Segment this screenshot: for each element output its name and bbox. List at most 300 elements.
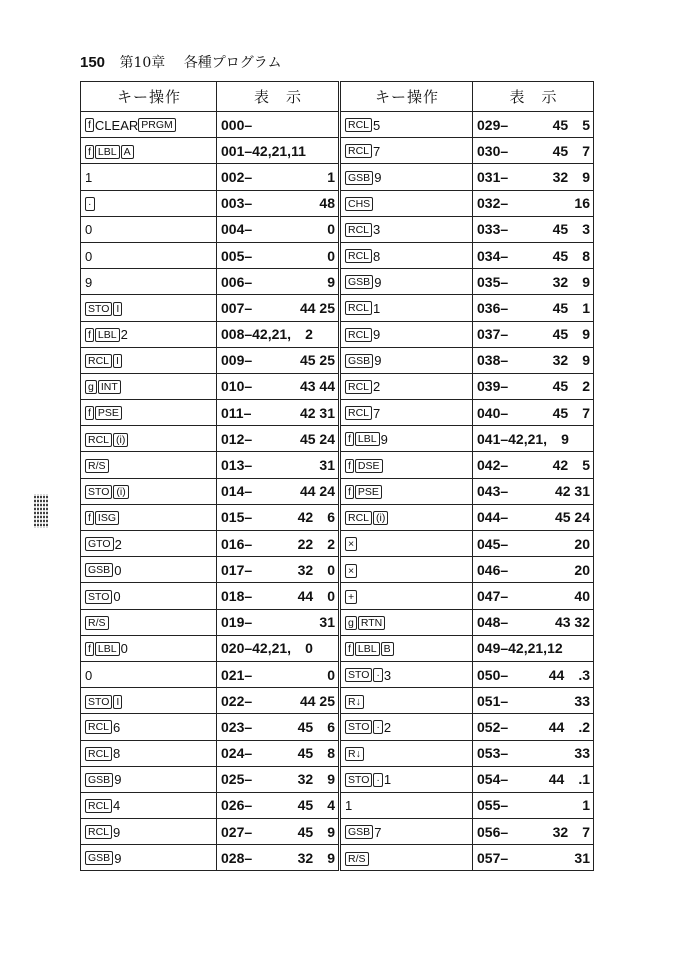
table-body <box>81 112 594 871</box>
key-ops-left <box>81 347 217 373</box>
table-header <box>81 82 594 112</box>
key-code: 32 9 <box>297 771 335 788</box>
display-left <box>217 452 340 478</box>
key-code: 31 <box>319 457 335 474</box>
step-address: 014– <box>221 483 253 500</box>
display-right <box>473 792 594 818</box>
display-left <box>217 635 340 661</box>
key-code: 22 2 <box>297 535 335 552</box>
display-left <box>217 400 340 426</box>
table-row <box>81 400 594 426</box>
table-row <box>81 740 594 766</box>
key-ops-right <box>340 269 473 295</box>
display-left <box>217 531 340 557</box>
key-ops-left <box>81 400 217 426</box>
calculator-key-box: f <box>345 432 354 446</box>
step-address: 008–42,21, 2 <box>221 326 313 343</box>
calculator-key-box: RCL <box>345 406 372 420</box>
step-address: 011– <box>221 404 252 421</box>
display-right <box>473 714 594 740</box>
key-code: 45 9 <box>297 823 335 840</box>
margin-stamp <box>34 494 48 528</box>
table-row <box>81 138 594 164</box>
key-ops-right <box>340 766 473 792</box>
step-address: 038– <box>477 352 509 369</box>
display-right <box>473 766 594 792</box>
header-key-ops-left: キー操作 <box>81 82 217 112</box>
key-ops-left <box>81 661 217 687</box>
calculator-key-box: RCL <box>345 328 372 342</box>
step-address: 041–42,21, 9 <box>477 430 569 447</box>
key-text: 2 <box>114 536 122 552</box>
table-row <box>81 373 594 399</box>
calculator-key-box: GSB <box>345 825 373 839</box>
table-row <box>81 426 594 452</box>
table-row <box>81 792 594 818</box>
step-address: 033– <box>477 221 509 238</box>
key-ops-right <box>340 216 473 242</box>
key-ops-right <box>340 452 473 478</box>
calculator-key-box: RCL <box>345 144 372 158</box>
calculator-key-box: LBL <box>95 328 120 342</box>
calculator-key-box: f <box>345 459 354 473</box>
key-text: 9 <box>374 274 382 290</box>
calculator-key-box: LBL <box>355 432 380 446</box>
key-ops-left <box>81 845 217 871</box>
key-ops-left <box>81 819 217 845</box>
display-right <box>473 321 594 347</box>
key-code: 44 .1 <box>548 771 590 788</box>
key-ops-right <box>340 112 473 138</box>
table-row <box>81 766 594 792</box>
key-code: 32 7 <box>552 823 590 840</box>
display-left <box>217 740 340 766</box>
calculator-key-box: LBL <box>95 642 120 656</box>
key-code: 45 24 <box>299 430 335 447</box>
key-code: 44 .2 <box>548 718 590 735</box>
display-left <box>217 321 340 347</box>
key-text: 9 <box>114 772 122 788</box>
key-ops-left <box>81 164 217 190</box>
table-row <box>81 452 594 478</box>
key-ops-right <box>340 373 473 399</box>
step-address: 018– <box>221 587 253 604</box>
calculator-key-box: RCL <box>85 433 112 447</box>
key-ops-right <box>340 557 473 583</box>
display-right <box>473 426 594 452</box>
key-code: 45 3 <box>552 221 590 238</box>
key-ops-left <box>81 373 217 399</box>
display-right <box>473 635 594 661</box>
key-ops-right <box>340 347 473 373</box>
key-ops-right <box>340 583 473 609</box>
key-ops-left <box>81 557 217 583</box>
key-code: 42 6 <box>297 509 335 526</box>
step-address: 009– <box>221 352 253 369</box>
step-address: 013– <box>221 457 253 474</box>
display-right <box>473 112 594 138</box>
key-ops-right <box>340 295 473 321</box>
calculator-key-box: (i) <box>113 485 128 499</box>
key-text: 9 <box>85 274 93 290</box>
key-ops-right <box>340 504 473 530</box>
page-number: 150 <box>80 54 106 71</box>
calculator-key-box: · <box>373 720 383 734</box>
table-row <box>81 295 594 321</box>
calculator-key-box: STO <box>85 485 112 499</box>
calculator-key-box: f <box>345 485 354 499</box>
step-address: 021– <box>221 666 253 683</box>
step-address: 050– <box>477 666 509 683</box>
display-left <box>217 609 340 635</box>
calculator-key-box: STO <box>85 590 112 604</box>
key-ops-left <box>81 583 217 609</box>
calculator-key-box: GSB <box>345 171 373 185</box>
display-right <box>473 216 594 242</box>
key-text: 2 <box>383 719 392 735</box>
key-text: 3 <box>383 667 392 683</box>
calculator-key-box: R/S <box>345 852 369 866</box>
key-ops-left <box>81 504 217 530</box>
step-address: 020–42,21, 0 <box>221 640 313 657</box>
display-left <box>217 164 340 190</box>
key-code: 32 0 <box>297 561 335 578</box>
key-code: 42 31 <box>299 404 335 421</box>
key-ops-right <box>340 400 473 426</box>
key-code: 45 4 <box>297 797 335 814</box>
key-ops-right <box>340 426 473 452</box>
display-left <box>217 347 340 373</box>
step-address: 040– <box>477 404 509 421</box>
display-right <box>473 242 594 268</box>
key-text: 0 <box>85 248 93 264</box>
step-address: 023– <box>221 718 253 735</box>
display-right <box>473 373 594 399</box>
step-address: 051– <box>477 692 509 709</box>
key-ops-right <box>340 819 473 845</box>
key-code: 40 <box>574 587 590 604</box>
key-ops-left <box>81 609 217 635</box>
key-ops-left <box>81 714 217 740</box>
key-ops-right <box>340 688 473 714</box>
calculator-key-box: GSB <box>85 773 113 787</box>
calculator-key-box: f <box>85 118 94 132</box>
step-address: 000– <box>221 116 253 133</box>
key-text: 7 <box>373 405 381 421</box>
key-ops-left <box>81 112 217 138</box>
key-code: 45 7 <box>552 404 590 421</box>
calculator-key-box: ISG <box>95 511 119 525</box>
key-code: 33 <box>574 692 590 709</box>
key-code: 44 .3 <box>548 666 590 683</box>
key-code: 20 <box>574 561 590 578</box>
step-address: 026– <box>221 797 253 814</box>
table-row <box>81 557 594 583</box>
key-ops-right <box>340 845 473 871</box>
display-left <box>217 112 340 138</box>
key-code: 44 0 <box>297 587 335 604</box>
display-left <box>217 661 340 687</box>
key-text: 9 <box>113 824 121 840</box>
display-right <box>473 478 594 504</box>
key-text: 1 <box>85 170 93 185</box>
key-text: 0 <box>114 562 122 578</box>
key-code: 31 <box>574 849 590 866</box>
calculator-key-box: (i) <box>373 511 388 525</box>
display-left <box>217 845 340 871</box>
calculator-key-box: f <box>85 642 94 656</box>
key-ops-right <box>340 609 473 635</box>
calculator-key-box: LBL <box>355 642 380 656</box>
calculator-key-box: RCL <box>85 799 112 813</box>
key-text: 8 <box>113 746 121 762</box>
key-code: 32 9 <box>552 352 590 369</box>
key-code: 43 32 <box>554 614 590 631</box>
key-code: 1 <box>582 797 590 814</box>
key-ops-left <box>81 635 217 661</box>
key-text: 7 <box>373 143 381 159</box>
key-text: 1 <box>373 300 381 316</box>
key-code: 0 <box>327 221 335 238</box>
key-ops-left <box>81 242 217 268</box>
key-ops-left <box>81 452 217 478</box>
step-address: 047– <box>477 587 509 604</box>
display-left <box>217 216 340 242</box>
key-code: 45 24 <box>554 509 590 526</box>
step-address: 057– <box>477 849 509 866</box>
step-address: 039– <box>477 378 509 395</box>
calculator-key-box: STO <box>85 695 112 709</box>
step-address: 012– <box>221 430 253 447</box>
calculator-key-box: · <box>373 773 383 787</box>
step-address: 053– <box>477 745 509 762</box>
key-code: 45 8 <box>297 745 335 762</box>
table-row <box>81 504 594 530</box>
key-text: 2 <box>120 327 128 343</box>
calculator-key-box: GSB <box>345 275 373 289</box>
calculator-key-box: GTO <box>85 537 114 551</box>
step-address: 045– <box>477 535 509 552</box>
display-right <box>473 609 594 635</box>
key-code: 45 1 <box>552 299 590 316</box>
table-row <box>81 845 594 871</box>
step-address: 054– <box>477 771 509 788</box>
calculator-key-box: RCL <box>85 825 112 839</box>
step-address: 031– <box>477 168 509 185</box>
display-left <box>217 819 340 845</box>
key-code: 20 <box>574 535 590 552</box>
calculator-key-box: B <box>381 642 394 656</box>
calculator-key-box: R↓ <box>345 695 364 709</box>
key-code: 44 24 <box>299 483 335 500</box>
calculator-key-box: DSE <box>355 459 383 473</box>
display-left <box>217 792 340 818</box>
step-address: 042– <box>477 457 509 474</box>
key-text: CLEAR <box>94 117 139 133</box>
display-left <box>217 190 340 216</box>
calculator-key-box: f <box>345 642 354 656</box>
calculator-key-box: × <box>345 537 357 551</box>
key-text: 8 <box>373 248 381 264</box>
step-address: 022– <box>221 692 253 709</box>
calculator-key-box: R/S <box>85 616 109 630</box>
calculator-key-box: I <box>113 695 122 709</box>
step-address: 005– <box>221 247 253 264</box>
step-address: 027– <box>221 823 253 840</box>
key-text: 9 <box>380 431 388 447</box>
step-address: 006– <box>221 273 253 290</box>
step-address: 004– <box>221 221 253 238</box>
display-right <box>473 400 594 426</box>
calculator-key-box: GSB <box>85 851 113 865</box>
table-row <box>81 609 594 635</box>
display-left <box>217 478 340 504</box>
calculator-key-box: RCL <box>345 118 372 132</box>
key-ops-right <box>340 321 473 347</box>
display-right <box>473 583 594 609</box>
key-text: 7 <box>374 824 382 840</box>
calculator-key-box: g <box>345 616 357 630</box>
calculator-key-box: R/S <box>85 459 109 473</box>
key-code: 42 5 <box>552 457 590 474</box>
calculator-key-box: PSE <box>355 485 382 499</box>
calculator-key-box: I <box>113 354 122 368</box>
calculator-key-box: LBL <box>95 145 120 159</box>
display-left <box>217 138 340 164</box>
key-code: 32 9 <box>552 273 590 290</box>
key-code: 0 <box>327 247 335 264</box>
step-address: 025– <box>221 771 253 788</box>
table-row <box>81 216 594 242</box>
step-address: 032– <box>477 195 509 212</box>
step-address: 036– <box>477 299 509 316</box>
key-ops-right <box>340 242 473 268</box>
step-address: 017– <box>221 561 253 578</box>
calculator-key-box: f <box>85 406 94 420</box>
calculator-key-box: RCL <box>345 249 372 263</box>
key-text: 2 <box>373 379 381 395</box>
display-right <box>473 190 594 216</box>
calculator-key-box: f <box>85 145 94 159</box>
key-ops-left <box>81 216 217 242</box>
calculator-key-box: f <box>85 511 94 525</box>
key-ops-left <box>81 295 217 321</box>
step-address: 015– <box>221 509 253 526</box>
calculator-key-box: I <box>113 302 122 316</box>
key-code: 16 <box>574 195 590 212</box>
calculator-key-box: A <box>121 145 134 159</box>
calculator-key-box: STO <box>345 668 372 682</box>
table-row <box>81 242 594 268</box>
key-code: 45 6 <box>297 718 335 735</box>
step-address: 001–42,21,11 <box>221 142 306 159</box>
key-text: 3 <box>373 222 381 238</box>
display-right <box>473 845 594 871</box>
key-ops-left <box>81 269 217 295</box>
step-address: 007– <box>221 299 253 316</box>
key-code: 42 31 <box>554 483 590 500</box>
table-row <box>81 112 594 138</box>
key-text: 9 <box>114 850 122 866</box>
display-left <box>217 504 340 530</box>
key-ops-right <box>340 190 473 216</box>
key-code: 44 25 <box>299 692 335 709</box>
key-code: 32 9 <box>552 168 590 185</box>
step-address: 002– <box>221 168 253 185</box>
step-address: 034– <box>477 247 509 264</box>
display-right <box>473 740 594 766</box>
key-text: 0 <box>85 222 93 238</box>
display-left <box>217 242 340 268</box>
key-code: 1 <box>327 168 335 185</box>
step-address: 028– <box>221 849 253 866</box>
calculator-key-box: RCL <box>85 720 112 734</box>
key-code: 48 <box>319 195 335 212</box>
key-ops-right <box>340 478 473 504</box>
chapter-title: 各種プログラム <box>183 55 282 71</box>
key-text: 1 <box>345 798 353 814</box>
calculator-key-box: GSB <box>345 354 373 368</box>
display-right <box>473 452 594 478</box>
key-code: 33 <box>574 745 590 762</box>
key-text: 1 <box>383 772 392 788</box>
key-ops-left <box>81 531 217 557</box>
step-address: 048– <box>477 614 509 631</box>
key-ops-left <box>81 426 217 452</box>
calculator-key-box: STO <box>345 720 372 734</box>
header-key-ops-right: キー操作 <box>340 82 473 112</box>
key-code: 43 44 <box>299 378 335 395</box>
key-ops-right <box>340 635 473 661</box>
display-right <box>473 661 594 687</box>
calculator-key-box: RCL <box>345 511 372 525</box>
header-display-left: 表 示 <box>217 82 340 112</box>
display-right <box>473 164 594 190</box>
key-ops-right <box>340 164 473 190</box>
key-code: 31 <box>319 614 335 631</box>
display-right <box>473 504 594 530</box>
table-row <box>81 321 594 347</box>
key-code: 45 8 <box>552 247 590 264</box>
key-ops-left <box>81 138 217 164</box>
key-text: 9 <box>373 327 381 343</box>
display-left <box>217 766 340 792</box>
step-address: 052– <box>477 718 509 735</box>
key-code: 0 <box>327 666 335 683</box>
table-row <box>81 688 594 714</box>
display-left <box>217 426 340 452</box>
key-code: 45 7 <box>552 142 590 159</box>
calculator-key-box: RCL <box>85 354 112 368</box>
table-row <box>81 347 594 373</box>
step-address: 035– <box>477 273 509 290</box>
key-ops-left <box>81 792 217 818</box>
chapter-label: 第10章 <box>119 55 166 71</box>
display-right <box>473 269 594 295</box>
key-code: 45 9 <box>552 326 590 343</box>
calculator-key-box: + <box>345 590 357 604</box>
step-address: 049–42,21,12 <box>477 640 563 657</box>
display-right <box>473 531 594 557</box>
display-right <box>473 138 594 164</box>
step-address: 030– <box>477 142 509 159</box>
display-right <box>473 347 594 373</box>
key-code: 9 <box>327 273 335 290</box>
display-left <box>217 269 340 295</box>
calculator-key-box: (i) <box>113 433 128 447</box>
display-left <box>217 714 340 740</box>
display-right <box>473 819 594 845</box>
